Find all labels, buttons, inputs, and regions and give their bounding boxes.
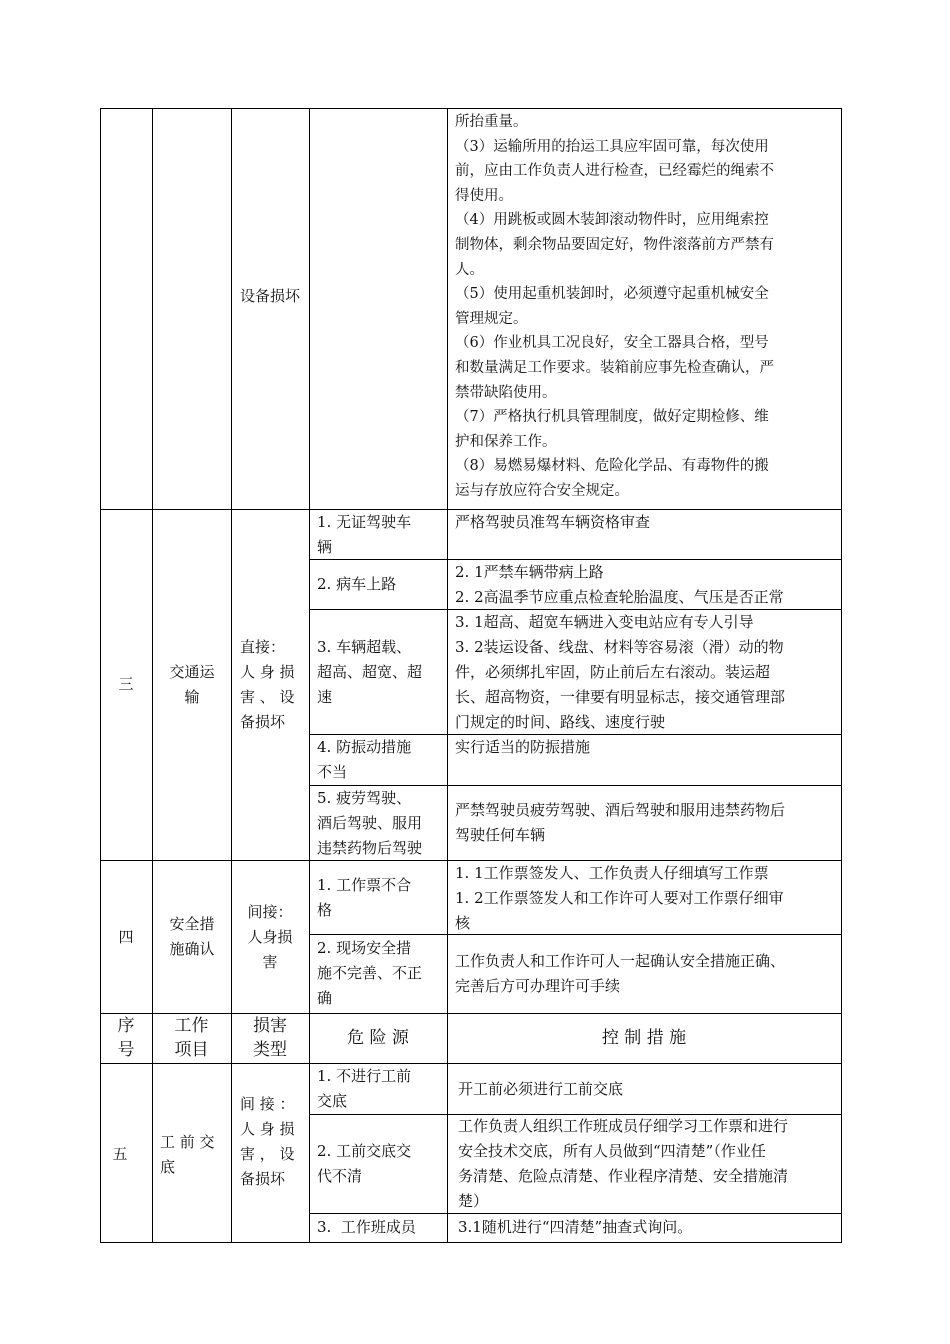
control-measure: 3.1随机进行“四清楚”抽查式询问。 — [458, 1218, 693, 1236]
header-control-measures: 控 制 措 施 — [601, 1028, 687, 1048]
control-measure: 工作负责人组织工作班成员仔细学习工作票和进行 安全技术交底，所有人员做到“四清楚”（作业任 务清楚、危险点清楚、作业程序清楚、安全措施清 楚） — [458, 1117, 789, 1210]
header-work-item: 工作 项目 — [174, 1016, 209, 1060]
damage-type: 间 接 ： 人 身 损 害 ， 设 备损坏 — [240, 1095, 295, 1188]
control-measure: 严格驾驶员准驾车辆资格审查 — [455, 513, 651, 531]
work-item: 工 前 交 底 — [160, 1133, 215, 1176]
hazard-source: 2. 病车上路 — [317, 575, 397, 593]
header-hazard-source: 危 险 源 — [347, 1028, 409, 1048]
hazard-source: 1. 无证驾驶车 辆 — [317, 513, 412, 556]
control-measure: 1. 1工作票签发人、工作负责人仔细填写工作票 1. 2工作票签发人和工作许可人要对工作票仔细审 核 — [455, 864, 784, 932]
control-measure: 3. 1超高、超宽车辆进入变电站应有专人引导 3. 2装运设备、线盘、材料等容易滚（滑）动的物 件，必须绑扎牢固，防止前后左右滚动。装运超 长、超高物资，一律要有明显标志，接交通管理部 门规定的时间、路线、速度行驶 — [455, 613, 786, 731]
serial-number: 三 — [118, 675, 134, 693]
hazard-source: 1. 不进行工前 交底 — [317, 1067, 412, 1110]
damage-type-cell: 设备损坏 — [239, 287, 300, 305]
hazard-source: 3. 工作班成员 — [317, 1218, 416, 1236]
control-measure: 实行适当的防振措施 — [455, 738, 591, 756]
hazard-source: 5. 疲劳驾驶、 酒后驾驶、服用 违禁药物后驾驶 — [317, 789, 423, 857]
work-item: 交通运 输 — [169, 663, 215, 706]
control-measure: 严禁驾驶员疲劳驾驶、酒后驾驶和服用违禁药物后 驾驶任何车辆 — [455, 801, 786, 844]
hazard-source: 2. 工前交底交 代不清 — [317, 1142, 412, 1185]
header-damage-type: 损害 类型 — [253, 1016, 287, 1060]
control-measure: 2. 1严禁车辆带病上路 2. 2高温季节应重点检查轮胎温度、气压是否正常 — [455, 563, 784, 606]
damage-type: 直接： 人 身 损 害 、 设 备损坏 — [240, 638, 295, 731]
hazard-source: 4. 防振动措施 不当 — [317, 738, 412, 781]
work-item: 安全措 施确认 — [169, 915, 215, 958]
hazard-source: 2. 现场安全措 施不完善、不正 确 — [317, 939, 423, 1007]
hazard-source: 3. 车辆超载、 超高、超宽、超 速 — [317, 638, 423, 706]
control-measure: 工作负责人和工作许可人一起确认安全措施正确、 完善后方可办理许可手续 — [455, 952, 786, 995]
hazard-source: 1. 工作票不合 格 — [317, 876, 412, 919]
serial-number: 五 — [112, 1145, 128, 1163]
damage-type: 间接： 人身损 害 — [247, 903, 293, 971]
serial-number: 四 — [118, 928, 134, 946]
header-serial: 序 号 — [117, 1016, 135, 1060]
control-measure: 开工前必须进行工前交底 — [458, 1080, 624, 1098]
control-measures-cell: 所抬重量。 （3）运输所用的抬运工具应牢固可靠，每次使用 前，应由工作负责人进行检查，已经霉烂的绳索不 得使用。 （4）用跳板或圆木装卸滚动物件时，应用绳索控 制物体，剩余物品要固定好，物件滚落前方严禁有 人。 （5）使用起重机装卸时，必须遵守起重机械安全 管理规定。 （6）作业机具工况良好，安全工器具合格，型号 和数量满足工作要求。装箱前应事先检查确认，严 禁带缺陷使用。 （7）严格执行机具管理制度，做好定期检修、维 护和保养工作。 （8）易燃易爆材料、危险化学品、有毒物件的搬 运与存放应符合安全规定。 — [455, 114, 774, 499]
